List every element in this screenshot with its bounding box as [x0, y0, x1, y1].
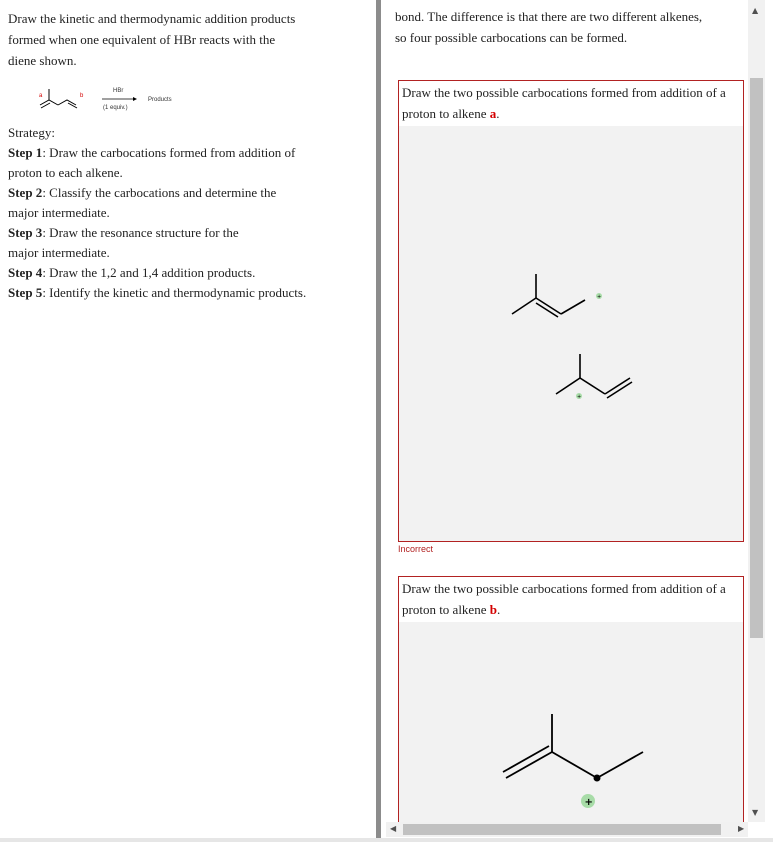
strategy-heading: Strategy:: [8, 125, 55, 140]
scroll-right-icon[interactable]: ▶: [738, 824, 745, 833]
step-1: Step 1: Draw the carbocations formed from addition of: [8, 145, 296, 160]
bond: [506, 752, 552, 778]
step-3: Step 3: Draw the resonance structure for the: [8, 225, 239, 240]
drawing-canvas-b[interactable]: [399, 622, 743, 827]
charge-symbol: +: [597, 294, 602, 300]
step-4: Step 4: Draw the 1,2 and 1,4 addition products.: [8, 265, 256, 280]
drawn-structures-b: [399, 622, 743, 827]
alkene-label-b: b: [489, 602, 497, 617]
bond: [597, 752, 643, 778]
scroll-up-icon[interactable]: ▲: [752, 6, 759, 15]
bond: [512, 298, 536, 314]
step-3-cont: major intermediate.: [8, 245, 110, 260]
vertical-scroll-thumb[interactable]: [750, 78, 763, 638]
step-2-cont: major intermediate.: [8, 205, 110, 220]
atom-dot: [594, 775, 601, 782]
answer-box-b: [398, 576, 744, 825]
diene-bond: [68, 103, 77, 108]
bond: [552, 752, 597, 778]
horizontal-scrollbar[interactable]: [386, 822, 748, 837]
label-a: a: [39, 93, 43, 99]
step-5: Step 5: Identify the kinetic and thermodynamic products.: [8, 285, 307, 300]
charge-symbol: +: [577, 394, 582, 400]
drawn-structures-a: [399, 126, 743, 541]
strategy-section: [8, 123, 358, 303]
bond: [561, 300, 585, 314]
reagent-label: HBr: [113, 88, 124, 94]
bond: [580, 378, 605, 394]
diene-bond: [40, 100, 58, 105]
prompt-b: Draw the two possible carbocations formed from addition of a proton to alkene b.: [399, 577, 743, 622]
question-text: Draw the kinetic and thermodynamic addition products formed when one equivalent of HBr reacts with the diene shown.: [8, 11, 296, 68]
answer-box-a: [398, 80, 744, 542]
arrow-head-icon: [133, 97, 137, 101]
bottom-border: [0, 838, 773, 842]
drawing-canvas-a[interactable]: [399, 126, 743, 541]
alkene-label-a: a: [489, 106, 497, 121]
horizontal-scroll-thumb[interactable]: [403, 824, 721, 835]
feedback-incorrect: Incorrect: [398, 544, 434, 554]
prompt-a: Draw the two possible carbocations formed from addition of a proton to alkene a.: [399, 81, 743, 126]
scroll-down-icon[interactable]: ▼: [752, 808, 759, 817]
answer-pane: [381, 0, 773, 842]
step-1-cont: proton to each alkene.: [8, 165, 123, 180]
vertical-scrollbar[interactable]: [748, 0, 765, 822]
intro-text: bond. The difference is that there are two different alkenes, so four possible carbocations can be formed.: [395, 9, 703, 45]
equiv-label: (1 equiv.): [103, 105, 128, 111]
bond: [556, 378, 580, 394]
diene-bond: [58, 100, 76, 105]
products-label: Products: [148, 97, 172, 103]
step-2: Step 2: Classify the carbocations and determine the: [8, 185, 277, 200]
question-pane: [0, 0, 376, 842]
double-bond: [503, 746, 549, 772]
label-b: b: [80, 93, 84, 99]
charge-symbol: +: [584, 797, 593, 808]
scroll-left-icon[interactable]: ◀: [390, 824, 397, 833]
reaction-scheme: [30, 80, 220, 125]
